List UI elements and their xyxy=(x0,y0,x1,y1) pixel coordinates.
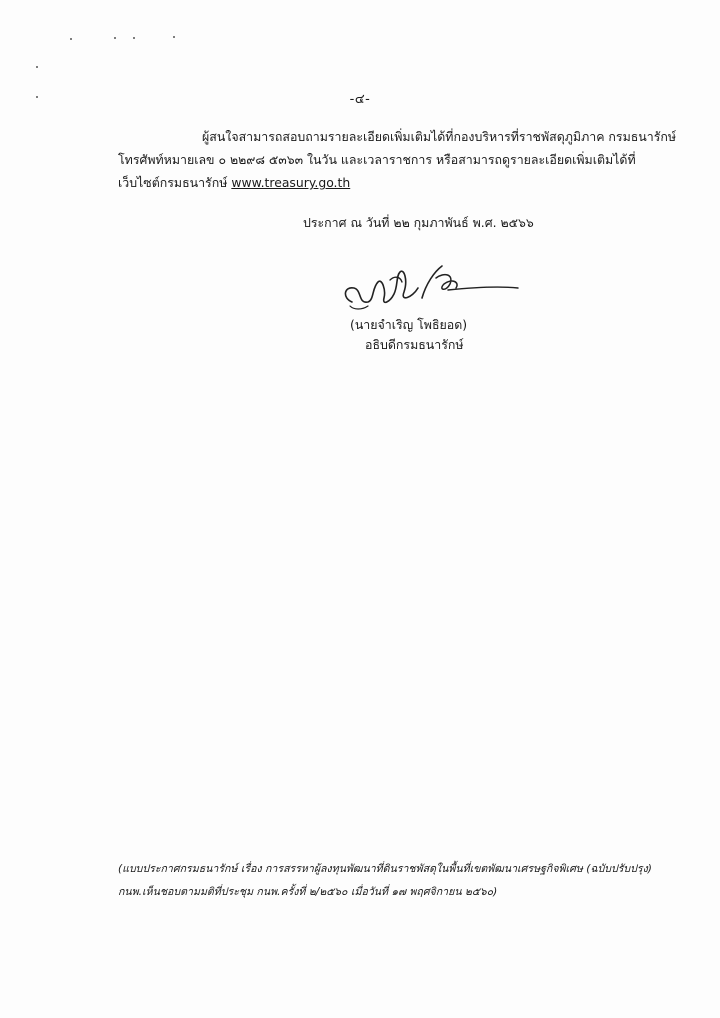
treasury-website-link[interactable]: www.treasury.go.th xyxy=(231,175,351,190)
announcement-date: ประกาศ ณ วันที่ ๒๒ กุมภาพันธ์ พ.ศ. ๒๕๖๖ xyxy=(303,215,534,230)
scan-speck xyxy=(114,37,116,39)
body-line-3-prefix: เว็บไซต์กรมธนารักษ์ xyxy=(118,175,232,190)
scan-speck xyxy=(36,66,38,68)
body-line-1: ผู้สนใจสามารถสอบถามรายละเอียดเพิ่มเติมได้ที่กองบริหารที่ราชพัสดุภูมิภาค กรมธนารักษ์ xyxy=(202,129,677,144)
page-number: -๔- xyxy=(349,92,371,107)
body-line-2: โทรศัพท์หมายเลข ๐ ๒๒๙๘ ๕๓๖๓ ในวัน และเวลาราชการ หรือสามารถดูรายละเอียดเพิ่มเติมได้ที่ xyxy=(118,152,636,167)
footnote-line-2: กนพ.เห็นชอบตามมติที่ประชุม กนพ.ครั้งที่ ๒/๒๕๖๐ เมื่อวันที่ ๑๗ พฤศจิกายน ๒๕๖๐) xyxy=(118,886,498,898)
scan-speck xyxy=(173,36,175,38)
handwritten-signature xyxy=(338,258,528,318)
scan-speck xyxy=(133,37,135,39)
footnote-line-1: (แบบประกาศกรมธนารักษ์ เรื่อง การสรรหาผู้ลงทุนพัฒนาที่ดินราชพัสดุในพื้นที่เขตพัฒนาเศรษฐกิจพิเศษ (ฉบับปรับปรุง) xyxy=(118,863,652,875)
signer-title: อธิบดีกรมธนารักษ์ xyxy=(365,337,464,352)
signer-name: (นายจำเริญ โพธิยอด) xyxy=(350,317,468,332)
scan-speck xyxy=(70,38,72,40)
body-line-3 xyxy=(118,172,648,193)
